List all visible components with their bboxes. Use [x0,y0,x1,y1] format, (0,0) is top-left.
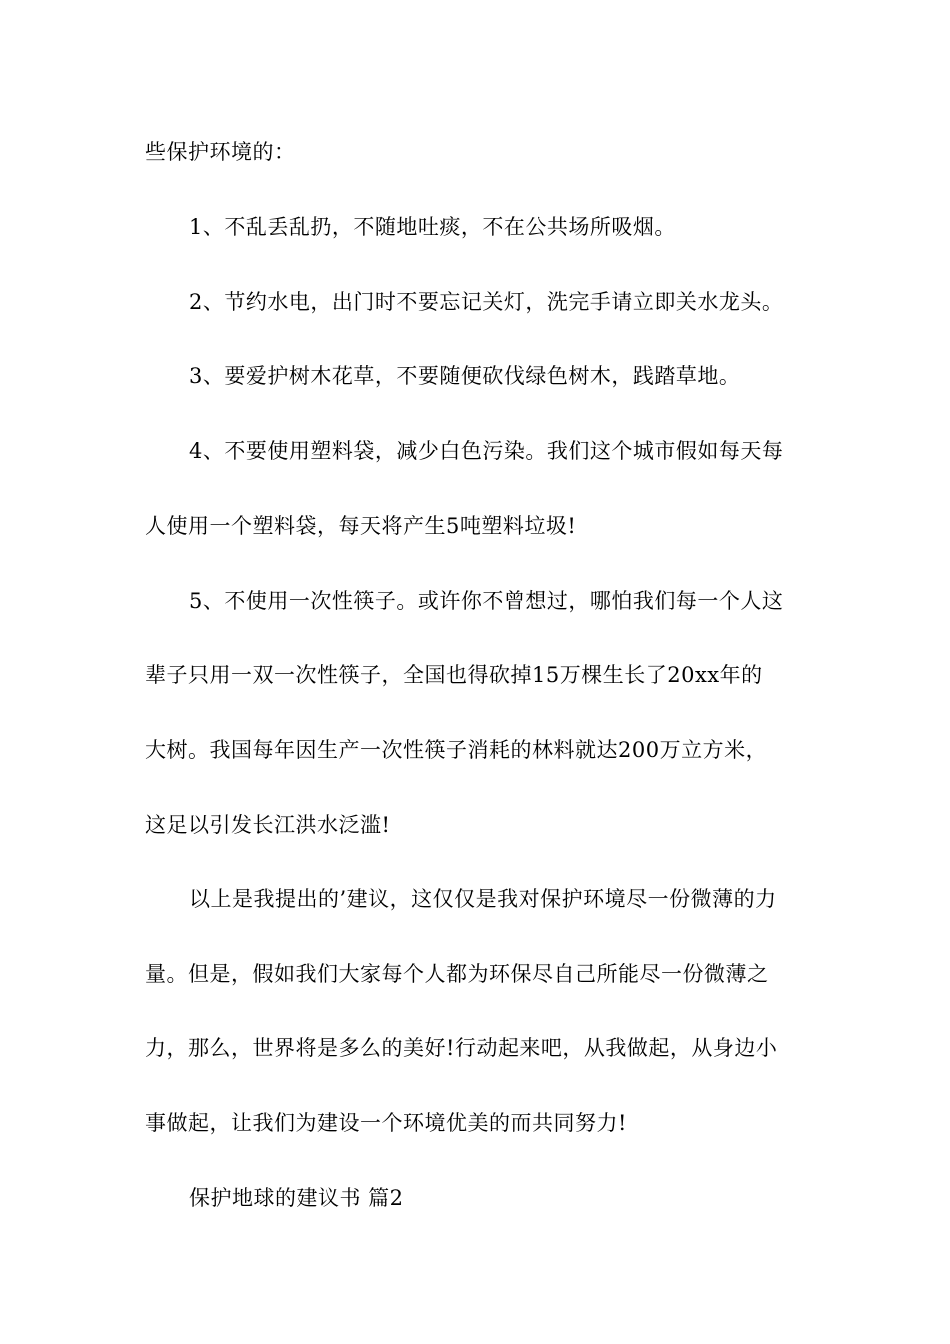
text-line: 些保护环境的： [145,140,296,164]
list-item-3: 3、要爱护树木花草，不要随便砍伐绿色树木，践踏草地。 [189,364,741,388]
list-item-2: 2、节约水电，出门时不要忘记关灯，洗完手请立即关水龙头。 [189,290,784,314]
section-heading: 保护地球的建议书 篇2 [189,1186,404,1210]
text-line: 辈子只用一双一次性筷子，全国也得砍掉15万棵生长了20xx年的 [145,663,763,687]
list-item-1: 1、不乱丢乱扔，不随地吐痰，不在公共场所吸烟。 [189,215,676,239]
text-line: 大树。我国每年因生产一次性筷子消耗的林料就达200万立方米， [145,738,768,762]
list-item-5: 5、不使用一次性筷子。或许你不曾想过，哪怕我们每一个人这 [189,589,784,613]
text-line: 事做起，让我们为建设一个环境优美的而共同努力! [145,1111,627,1135]
text-line: 量。但是，假如我们大家每个人都为环保尽自己所能尽一份微薄之 [145,962,769,986]
list-item-4: 4、不要使用塑料袋，减少白色污染。我们这个城市假如每天每 [189,439,784,463]
text-line: 力，那么，世界将是多么的美好!行动起来吧，从我做起，从身边小 [145,1036,778,1060]
paragraph-start: 以上是我提出的’建议，这仅仅是我对保护环境尽一份微薄的力 [189,887,777,911]
text-line: 这足以引发长江洪水泛滥! [145,813,391,837]
text-line: 人使用一个塑料袋，每天将产生5吨塑料垃圾! [145,514,577,538]
